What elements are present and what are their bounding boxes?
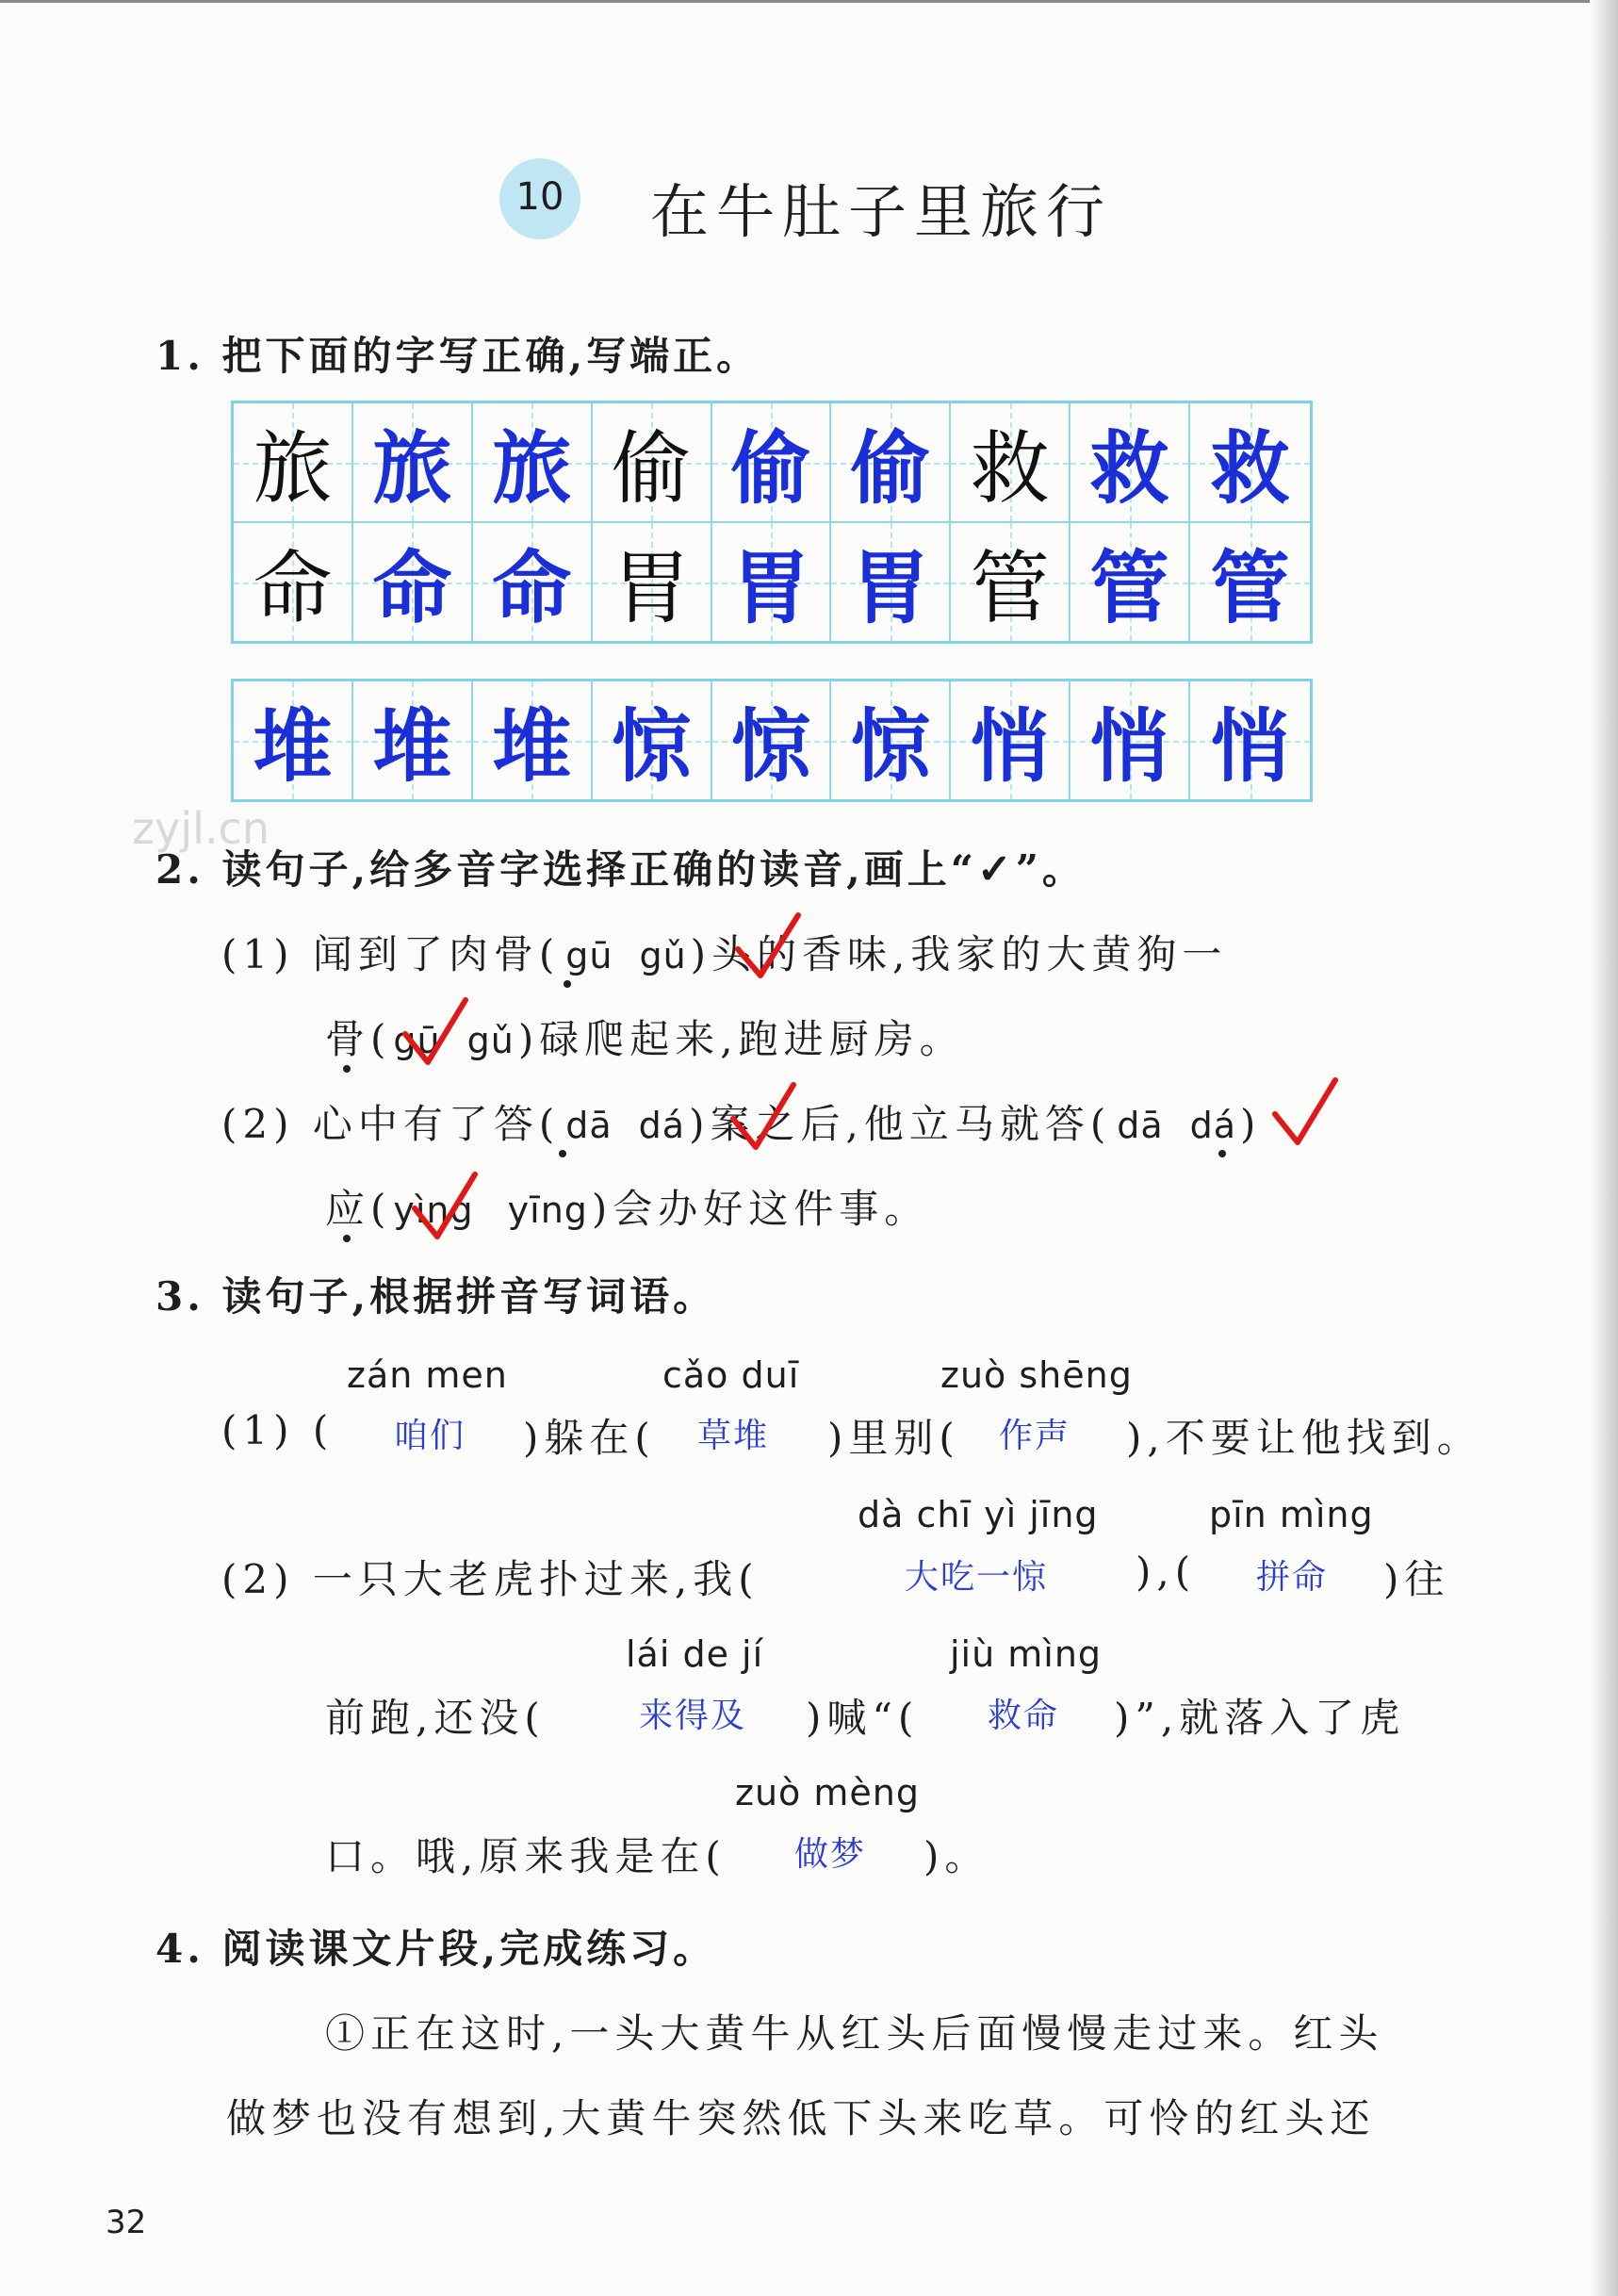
handwritten-character: 悄 (1089, 700, 1169, 793)
q2-s2-option-da1: dā (565, 1105, 613, 1146)
q3-title: 3. 读句子,根据拼音写词语。 (155, 1273, 717, 1320)
q2-s1-line1 (221, 924, 1227, 980)
handwritten-character: 悄 (970, 700, 1050, 793)
emphasis-dot (1218, 1150, 1226, 1157)
q2-title (155, 839, 1086, 895)
handwritten-character: 管 (1089, 542, 1169, 634)
handwritten-character: 管 (1210, 542, 1290, 634)
handwritten-character: 胃 (731, 542, 811, 634)
q3-p2-text2: ),( (1136, 1549, 1197, 1595)
grid-cell (951, 681, 1070, 799)
handwritten-character: 旅 (372, 422, 452, 515)
grid-cell (473, 403, 593, 521)
pinyin-jiuming: jiù mìng (950, 1633, 1103, 1675)
grid-cell (1190, 523, 1310, 641)
grid-cell (1190, 681, 1310, 799)
handwritten-character: 堆 (253, 700, 333, 793)
q3-p4-text1: 口。哦,原来我是在( (325, 1833, 727, 1879)
q3-p1-end: ),不要让他找到。 (1126, 1415, 1482, 1461)
pinyin-laideji: lái de jí (626, 1633, 764, 1675)
grid-cell (712, 681, 832, 799)
answer-zanmen: 咱们 (394, 1417, 466, 1455)
grid-cell (234, 681, 353, 799)
emphasis-dot (559, 1150, 566, 1157)
pinyin-zanmen: zán men (347, 1354, 508, 1396)
handwritten-character: 偷 (731, 422, 811, 515)
q3-p4-text2: )。 (923, 1833, 990, 1879)
grid-cell (1190, 403, 1310, 521)
model-character: 胃 (612, 542, 692, 634)
handwritten-character: 堆 (372, 700, 452, 793)
q2-s1-option-gu3-b: gǔ (466, 1020, 515, 1061)
char-grid-1 (231, 401, 1313, 644)
emphasis-dot (564, 980, 571, 988)
answer-dachiyijing: 大吃一惊 (905, 1558, 1049, 1597)
page-shadow-edge (1590, 0, 1618, 2296)
model-character: 命 (253, 542, 333, 634)
lesson-number: 10 (515, 175, 564, 219)
q3-p1-mid1: )躲在( (523, 1415, 656, 1461)
answer-pinming: 拼命 (1256, 1558, 1329, 1597)
handwritten-character: 救 (1089, 422, 1169, 515)
handwritten-character: 命 (372, 542, 452, 634)
grid-cell (473, 681, 593, 799)
check-mark-icon (398, 994, 473, 1070)
grid-cell (593, 523, 712, 641)
model-character: 旅 (253, 422, 333, 515)
q2-s2-text-b: )案之后,他立马就答( (689, 1101, 1112, 1147)
grid-cell (353, 403, 473, 521)
handwritten-character: 惊 (612, 700, 692, 793)
handwritten-character: 救 (1210, 422, 1290, 515)
q2-s2-text-e: )会办好这件事。 (591, 1186, 930, 1232)
answer-zuosheng: 作声 (999, 1417, 1071, 1455)
q3-p3-text2: )喊“( (806, 1695, 920, 1741)
q2-s2-text-d: 应( (325, 1186, 392, 1232)
q2-title-check: ✓ (976, 845, 1016, 894)
pinyin-caodui: cǎo duī (662, 1354, 800, 1396)
char-grid-2 (231, 679, 1313, 802)
model-character: 管 (970, 542, 1050, 634)
q2-s1-text-a: (1) 闻到了肉骨( (221, 931, 561, 977)
grid-cell (831, 523, 951, 641)
grid-cell (234, 523, 353, 641)
q1-title: 1. 把下面的字写正确,写端正。 (155, 333, 760, 379)
q3-p3-text1: 前跑,还没( (325, 1695, 546, 1741)
watermark: zyjl.cn (132, 803, 270, 854)
answer-jiuming: 救命 (988, 1697, 1060, 1735)
emphasis-dot (343, 1235, 351, 1242)
q4-passage-line2: 做梦也没有想到,大黄牛突然低下头来吃草。可怜的红头还 (226, 2095, 1376, 2141)
model-character: 偷 (612, 422, 692, 515)
q2-s1-text-c: 骨( (325, 1016, 392, 1062)
q2-s1-text-b: )头的香味,我家的大黄狗一 (690, 931, 1228, 977)
grid-row-2 (234, 523, 1310, 641)
emphasis-dot (343, 1065, 351, 1073)
grid-cell (234, 403, 353, 521)
check-mark-icon (1267, 1074, 1343, 1150)
q4-title: 4. 阅读课文片段,完成练习。 (155, 1926, 717, 1972)
q2-s1-text-d: )碌爬起来,跑进厨房。 (517, 1016, 965, 1062)
grid-cell (712, 523, 832, 641)
check-mark-icon (407, 1169, 482, 1244)
q2-s2-option-da1-b: dā (1117, 1105, 1164, 1146)
grid-cell (951, 523, 1070, 641)
handwritten-character: 惊 (731, 700, 811, 793)
grid-cell (1070, 403, 1190, 521)
q2-title-end: ”。 (1015, 846, 1086, 893)
grid-cell (1070, 523, 1190, 641)
grid-cell (593, 403, 712, 521)
q2-s2-option-da2: dá (638, 1105, 686, 1146)
q2-s2-text-a: (2) 心中有了答( (221, 1101, 561, 1147)
q3-p3-text3: )”,就落入了虎 (1114, 1695, 1406, 1741)
grid-cell (831, 403, 951, 521)
handwritten-character: 命 (492, 542, 572, 634)
handwritten-character: 旅 (492, 422, 572, 515)
grid-cell (473, 523, 593, 641)
grid-cell (1070, 681, 1190, 799)
model-character: 救 (970, 422, 1050, 515)
q2-s2-option-da2-b: dá (1189, 1105, 1237, 1146)
grid-cell (712, 403, 832, 521)
q3-p1-mid2: )里别( (827, 1415, 960, 1461)
handwritten-character: 胃 (850, 542, 930, 634)
q2-s1-option-gu3: gǔ (639, 935, 687, 976)
answer-zuomeng: 做梦 (794, 1835, 867, 1874)
pinyin-pinming: pīn mìng (1209, 1494, 1374, 1535)
pinyin-zuosheng: zuò shēng (940, 1354, 1133, 1396)
q3-p1-open: (1) ( (221, 1407, 335, 1453)
answer-laideji: 来得及 (639, 1697, 747, 1735)
check-mark-icon (726, 1079, 801, 1155)
q4-passage-line1: ①正在这时,一头大黄牛从红头后面慢慢走过来。红头 (325, 2010, 1384, 2057)
q2-s2-text-c: ) (1240, 1101, 1262, 1147)
check-mark-icon (730, 910, 806, 985)
grid-cell (353, 681, 473, 799)
q3-p2-text1: (2) 一只大老虎扑过来,我( (221, 1556, 760, 1602)
pinyin-zuomeng: zuò mèng (735, 1772, 920, 1813)
q2-s2-option-ying4: yìng (393, 1189, 474, 1231)
q2-s2-option-ying1: yīng (507, 1189, 588, 1231)
handwritten-character: 偷 (850, 422, 930, 515)
lesson-title: 在牛肚子里旅行 (650, 177, 1113, 246)
q2-s1-option-gu1: gū (565, 935, 613, 976)
grid-cell (831, 681, 951, 799)
page-number: 32 (106, 2204, 147, 2241)
answer-caodui: 草堆 (697, 1417, 770, 1455)
grid-cell (951, 403, 1070, 521)
grid-cell (353, 523, 473, 641)
handwritten-character: 悄 (1210, 700, 1290, 793)
handwritten-character: 惊 (850, 700, 930, 793)
top-edge-line (0, 0, 1593, 3)
grid-cell (593, 681, 712, 799)
grid-row-1 (234, 403, 1310, 523)
q3-p2-text3: )往 (1383, 1556, 1450, 1602)
q2-title-text: 2. 读句子,给多音字选择正确的读音,画上“ (155, 846, 977, 893)
q2-s1-option-gu1-b: gū (393, 1020, 441, 1061)
handwritten-character: 堆 (492, 700, 572, 793)
pinyin-dachiyijing: dà chī yì jīng (858, 1494, 1099, 1535)
